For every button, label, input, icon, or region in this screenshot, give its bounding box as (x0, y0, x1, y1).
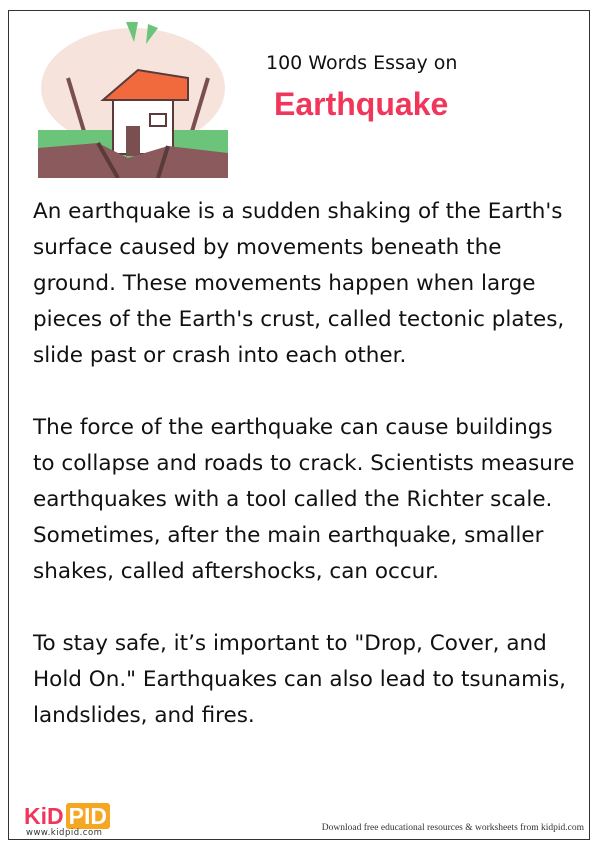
logo-pid: PID (66, 803, 110, 829)
website-url[interactable]: www.kidpid.com (26, 828, 103, 838)
essay-title: Earthquake (274, 86, 449, 122)
essay-subtitle: 100 Words Essay on (266, 52, 458, 74)
kidpid-logo[interactable] (24, 803, 110, 830)
essay-body (33, 194, 578, 770)
earthquake-house-illustration (38, 18, 228, 178)
logo-kid: KiD (24, 803, 64, 829)
footer-note: Download free educational resources & worksheets from kidpid.com (321, 823, 584, 833)
paragraph: An earthquake is a sudden shaking of the Earth's surface caused by movements beneath the ground. These movements happen when large pieces of the Earth's crust, called tectonic plates, slide past or crash into each other. (33, 199, 565, 368)
paragraph: The force of the earthquake can cause buildings to collapse and roads to crack. Scientists measure earthquakes with a tool called the Richter scale. Sometimes, after the main earthquake, smaller shakes, called aftershocks, can occur. (33, 415, 575, 584)
paragraph: To stay safe, it’s important to "Drop, Cover, and Hold On." Earthquakes can also lead to tsunamis, landslides, and fires. (33, 631, 567, 728)
